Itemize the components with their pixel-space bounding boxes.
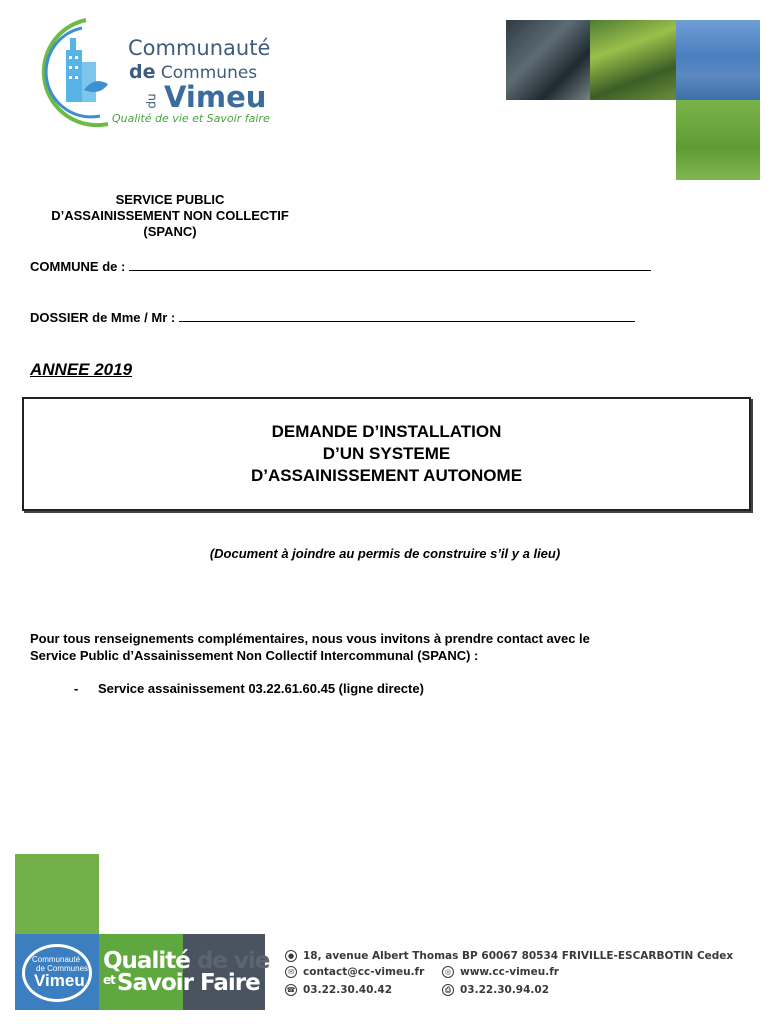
address-text: 18, avenue Albert Thomas BP 60067 80534 FRIVILLE-ESCARBOTIN Cedex <box>303 950 734 962</box>
commune-input-line[interactable] <box>129 259 651 271</box>
service-line3: (SPANC) <box>143 224 197 239</box>
bullet-dash: - <box>74 681 79 696</box>
website-text[interactable]: www.cc-vimeu.fr <box>460 966 559 978</box>
location-pin-icon: ● <box>285 950 297 962</box>
logo-text-de: de <box>129 61 156 83</box>
footer-address <box>285 950 733 962</box>
fax-icon: ⎙ <box>442 984 454 996</box>
document-note: (Document à joindre au permis de construire s’il y a lieu) <box>209 546 561 561</box>
footer-email[interactable] <box>285 966 424 978</box>
slogan-de-vie: de vie <box>196 948 270 974</box>
photo-mosaic <box>506 20 760 180</box>
dossier-label: DOSSIER de Mme / Mr : <box>30 310 176 325</box>
envelope-icon: ✉ <box>285 966 297 978</box>
annee-heading: ANNEE 2019 <box>30 360 133 379</box>
logo-tagline: Qualité de vie et Savoir faire <box>112 112 270 125</box>
dossier-input-line[interactable] <box>179 310 635 322</box>
commune-label: COMMUNE de : <box>30 259 126 274</box>
fax-text: 03.22.30.94.02 <box>460 984 550 996</box>
service-header <box>30 192 310 240</box>
title-box-text <box>251 421 522 487</box>
title-box <box>22 397 751 511</box>
service-bullet <box>74 681 424 696</box>
logo-text-vimeu: Vimeu <box>164 80 267 114</box>
footer-logo-line2: de Communes <box>36 964 89 973</box>
logo-text-line1: Communauté <box>128 36 271 60</box>
cc-vimeu-logo <box>26 16 276 131</box>
slogan-savoir-faire: Savoir Faire <box>116 970 260 996</box>
footer-fax <box>442 984 549 996</box>
footer-green-block <box>15 854 99 934</box>
logo-text-communes: Communes <box>160 63 258 83</box>
dossier-field[interactable] <box>30 310 635 325</box>
globe-icon: ◎ <box>442 966 454 978</box>
logo-text-du: du <box>144 93 159 109</box>
phone-icon: ☎ <box>286 986 296 994</box>
footer-logo-line3: Vimeu <box>34 971 85 990</box>
footer-phone <box>285 984 392 996</box>
photo-tile-nature <box>590 20 676 100</box>
title-line2: D’UN SYSTEME <box>322 444 451 463</box>
photo-tile-field <box>676 100 760 180</box>
phone-text: 03.22.30.40.42 <box>303 984 393 996</box>
service-line2: D’ASSAINISSEMENT NON COLLECTIF <box>51 208 289 223</box>
contact-info <box>30 630 740 664</box>
slogan-et: et <box>103 973 115 987</box>
photo-tile-building <box>676 20 760 100</box>
commune-field[interactable] <box>30 259 651 274</box>
service-line1: SERVICE PUBLIC <box>115 192 225 207</box>
info-line1: Pour tous renseignements complémentaires, nous vous invitons à prendre contact avec le <box>30 631 590 646</box>
title-line1: DEMANDE D’INSTALLATION <box>271 422 502 441</box>
footer-website[interactable] <box>442 966 559 978</box>
bullet-text: Service assainissement 03.22.61.60.45 (ligne directe) <box>98 681 424 696</box>
footer-slogan-line2 <box>103 970 260 996</box>
footer-logo-line1: Communauté <box>32 955 81 964</box>
slogan-qualite: Qualité <box>103 948 190 974</box>
photo-tile-industry <box>506 20 590 100</box>
email-text[interactable]: contact@cc-vimeu.fr <box>303 966 425 978</box>
title-line3: D’ASSAINISSEMENT AUTONOME <box>250 466 523 485</box>
info-line2: Service Public d’Assainissement Non Collectif Intercommunal (SPANC) : <box>30 648 479 663</box>
